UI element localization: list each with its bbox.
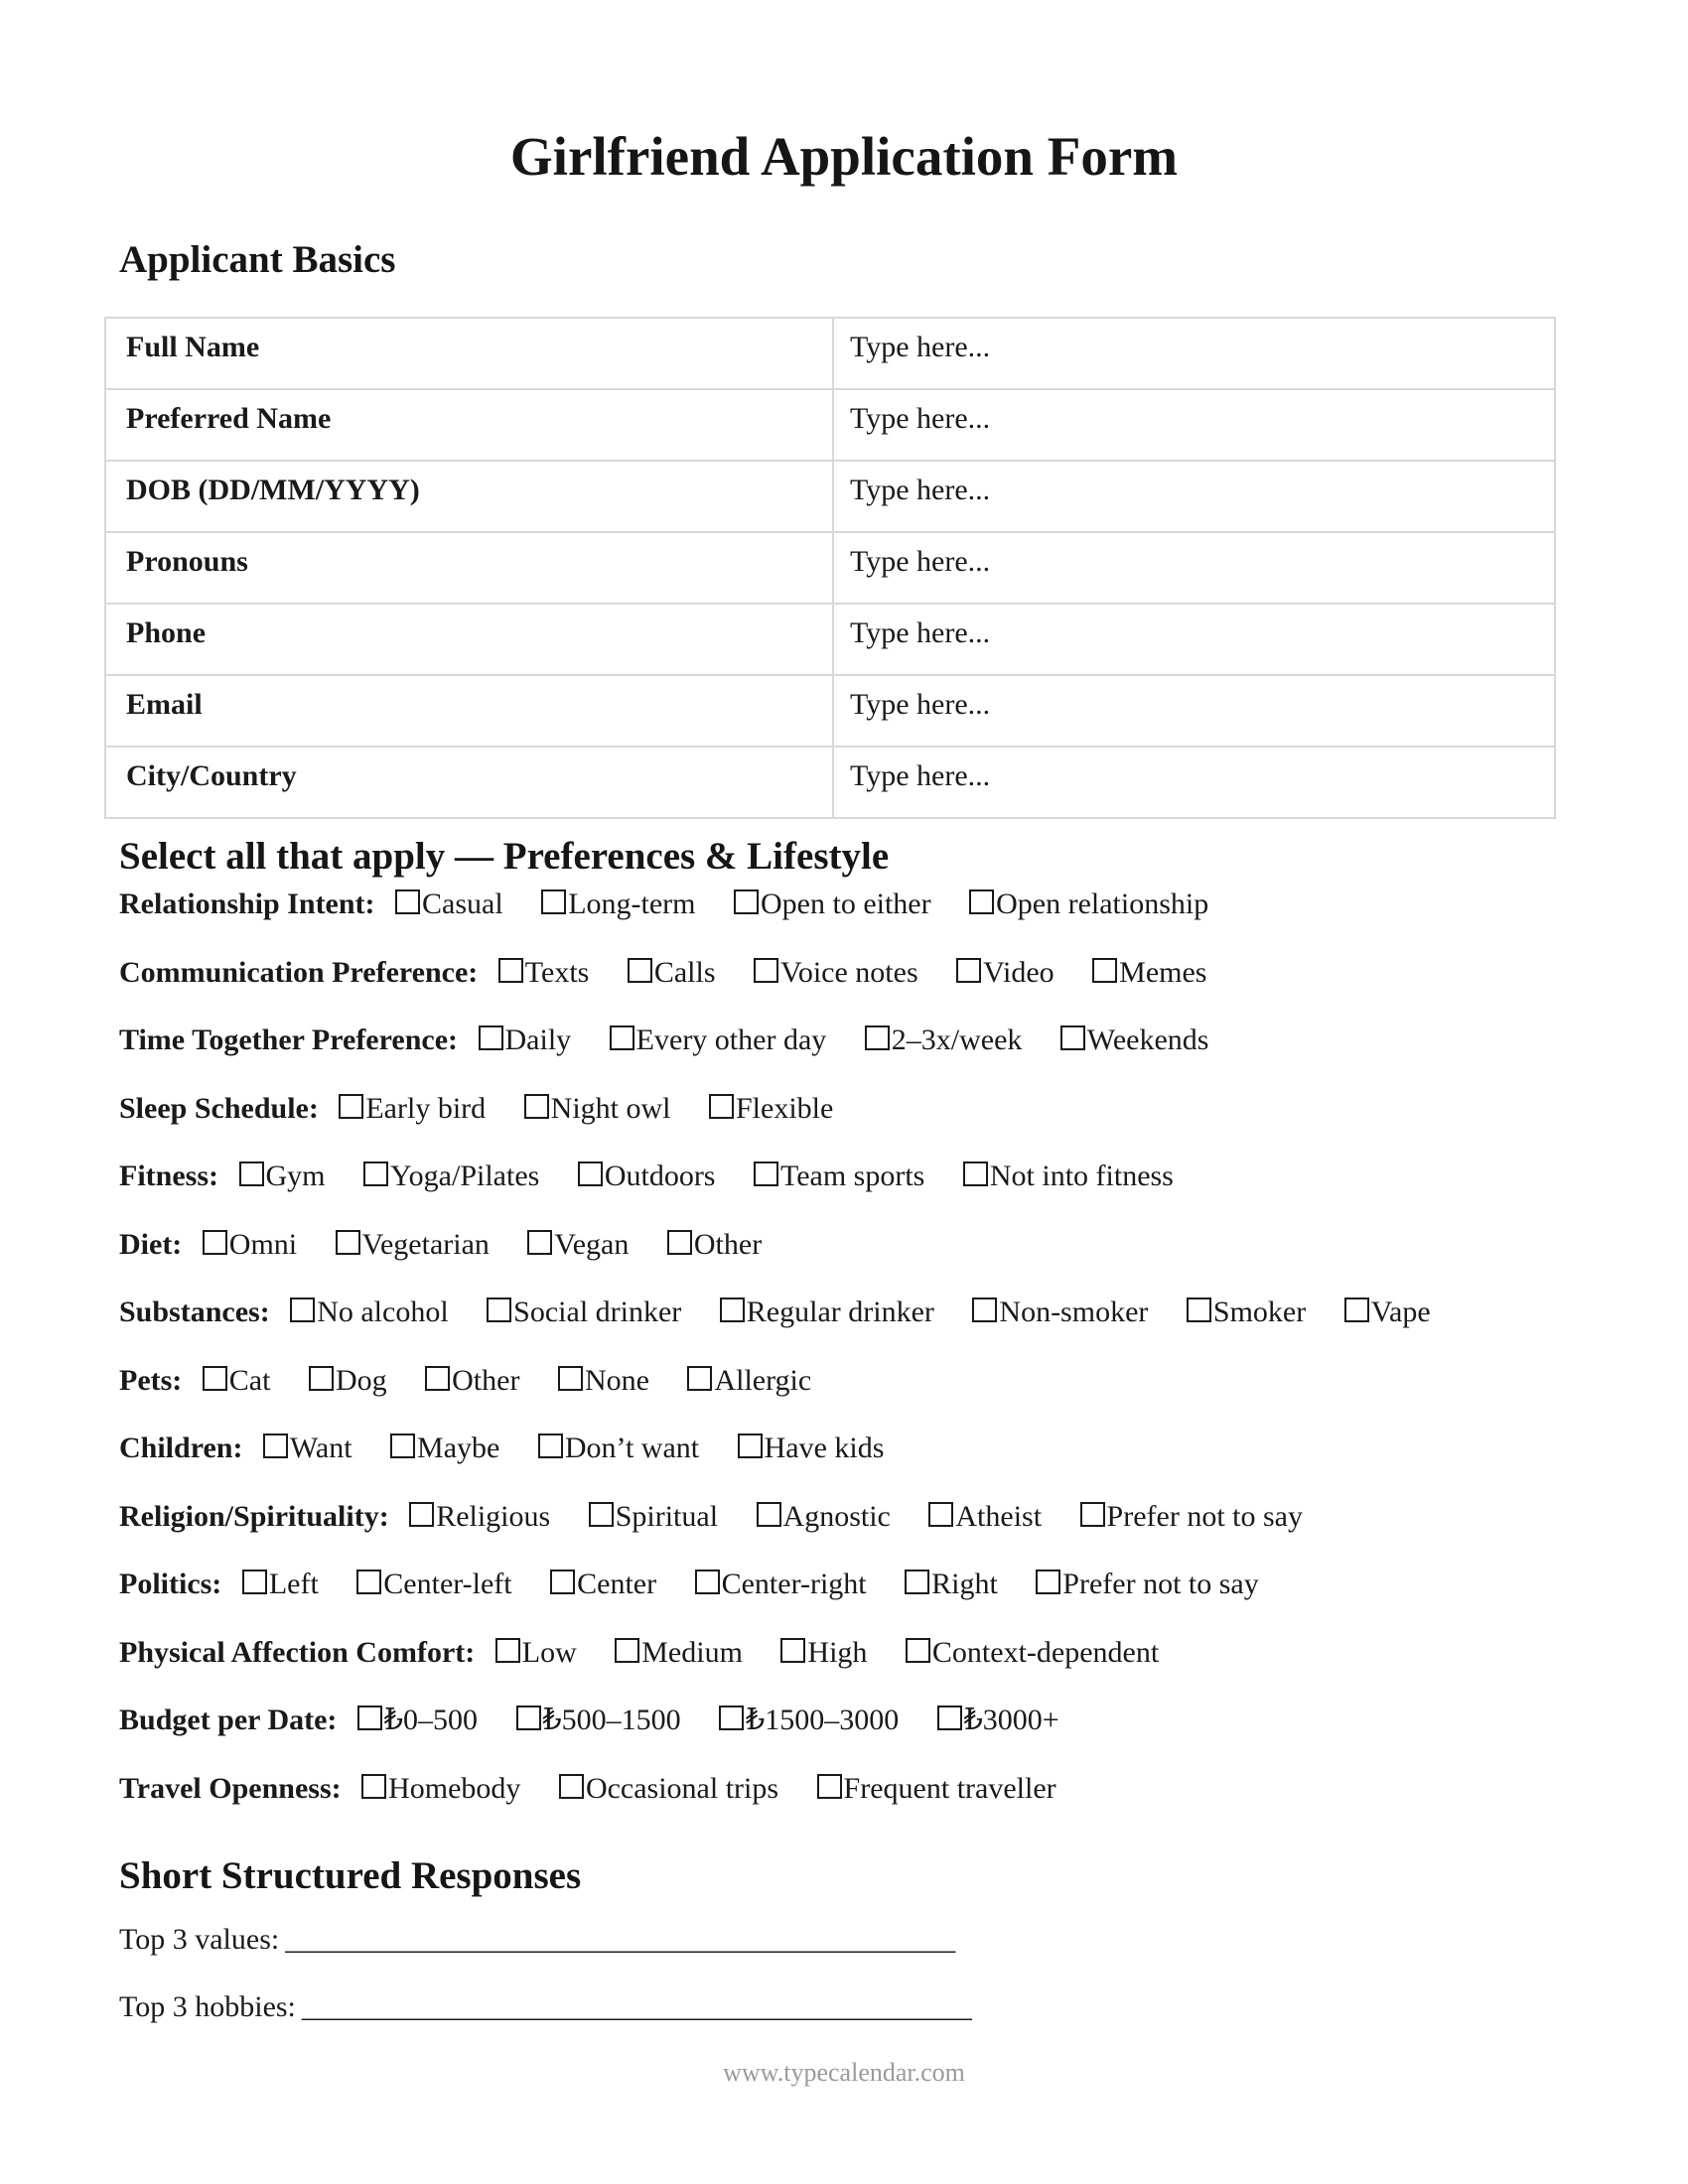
option-label: Vape [1370,1296,1431,1328]
option-label: Frequent traveller [843,1771,1056,1805]
checkbox-icon[interactable] [687,1366,712,1391]
checkbox-option [559,1771,778,1806]
field-label: Email [105,675,833,747]
checkbox-option [1060,1023,1209,1057]
checkbox-option [395,887,503,921]
checkbox-option [738,1431,885,1465]
group-label: Sleep Schedule: [119,1091,319,1125]
option-label: High [807,1635,868,1669]
checkbox-icon[interactable] [336,1230,360,1255]
option-label: Regular drinker [746,1296,934,1328]
checkbox-option [203,1227,297,1262]
checkbox-option [610,1023,827,1057]
checkbox-icon[interactable] [937,1706,962,1730]
checkbox-option [357,1703,478,1737]
checkbox-option [719,1703,899,1737]
checkbox-option [498,955,590,990]
checkbox-option [963,1159,1174,1193]
checkbox-icon[interactable] [263,1433,288,1458]
option-label: Occasional trips [585,1771,779,1805]
checkbox-option [541,887,695,921]
checkbox-group [119,1159,1569,1193]
checkbox-icon[interactable] [1036,1570,1060,1594]
group-label: Relationship Intent: [119,887,375,920]
checkbox-option [906,1635,1159,1670]
checkbox-option [263,1431,352,1465]
checkbox-option [356,1567,511,1601]
checkbox-icon[interactable] [409,1502,434,1527]
table-row [105,532,1555,604]
option-label: Smoker [1212,1296,1307,1328]
checkbox-option [479,1023,572,1057]
checkbox-option [239,1159,326,1193]
response-blank[interactable]: _____________________________________________ [301,1989,972,2023]
group-label: Substances: [119,1296,270,1328]
response-line [119,1922,1569,1958]
checkbox-icon[interactable] [239,1161,264,1186]
option-label: Center [577,1568,657,1600]
field-input[interactable]: Type here... [833,389,1555,461]
option-label: Left [268,1568,319,1600]
table-row [105,747,1555,818]
checkbox-option [203,1363,271,1398]
option-label: Want [289,1432,352,1464]
checkbox-icon[interactable] [495,1638,520,1663]
checkbox-option [709,1091,833,1126]
checkbox-icon[interactable] [1092,958,1117,983]
option-label: 2–3x/week [891,1024,1023,1056]
checkbox-icon[interactable] [754,1161,778,1186]
checkbox-option [1036,1567,1258,1601]
field-label: Preferred Name [105,389,833,461]
option-label: ₺3000+ [963,1704,1059,1736]
checkbox-icon[interactable] [487,1297,511,1322]
group-label: Pets: [119,1363,183,1397]
checkbox-option [757,1499,891,1534]
field-input[interactable]: Type here... [833,532,1555,604]
option-label: Night owl [550,1091,671,1125]
checkbox-icon[interactable] [720,1297,745,1322]
checkbox-icon[interactable] [817,1774,842,1799]
section-heading-preferences-lifestyle: Select all that apply — Preferences & Lifestyle [119,835,890,878]
checkbox-icon[interactable] [361,1774,386,1799]
checkbox-icon[interactable] [956,958,981,983]
checkbox-icon[interactable] [780,1638,805,1663]
checkbox-group [119,1091,1569,1126]
checkbox-group [119,1295,1569,1329]
table-row [105,675,1555,747]
checkbox-icon[interactable] [538,1433,563,1458]
option-label: Open relationship [996,887,1209,920]
option-label: Dog [335,1363,387,1397]
checkbox-icon[interactable] [578,1161,603,1186]
group-label: Politics: [119,1568,222,1600]
checkbox-icon[interactable] [357,1706,382,1730]
option-label: Every other day [635,1024,827,1056]
option-label: Other [452,1363,520,1397]
checkbox-option [527,1227,629,1262]
option-label: Allergic [714,1363,812,1397]
checkbox-icon[interactable] [865,1025,890,1050]
field-label: City/Country [105,747,833,818]
option-label: Vegan [554,1227,630,1261]
checkbox-icon[interactable] [1080,1502,1105,1527]
checkbox-option [695,1567,867,1601]
option-label: Maybe [417,1432,500,1464]
option-label: Yoga/Pilates [390,1160,540,1192]
option-label: No alcohol [317,1296,449,1328]
option-label: Low [521,1635,577,1669]
checkbox-icon[interactable] [203,1230,227,1255]
checkbox-option [928,1499,1042,1534]
field-input[interactable]: Type here... [833,747,1555,818]
option-label: Not into fitness [989,1160,1174,1192]
checkbox-icon[interactable] [541,889,566,914]
checkbox-group [119,955,1569,990]
section-heading-applicant-basics: Applicant Basics [119,238,396,281]
response-label: Top 3 values: [119,1922,280,1956]
checkbox-option [754,1159,924,1193]
option-label: Center-right [721,1568,867,1600]
checkbox-option [339,1091,486,1126]
checkbox-option [615,1635,743,1670]
group-label: Budget per Date: [119,1704,338,1736]
checkbox-icon[interactable] [559,1774,584,1799]
checkbox-option [425,1363,519,1398]
checkbox-option [667,1227,762,1262]
table-row [105,461,1555,532]
option-label: Open to either [761,887,931,920]
option-label: Non-smoker [999,1296,1149,1328]
checkbox-icon[interactable] [667,1230,692,1255]
response-lines [119,1922,1569,2025]
option-label: Right [931,1568,998,1600]
table-row [105,604,1555,675]
checkbox-icon[interactable] [203,1366,227,1391]
option-label: ₺1500–3000 [746,1704,900,1736]
checkbox-option [937,1703,1059,1737]
checkbox-icon[interactable] [425,1366,450,1391]
checkbox-group [119,1703,1569,1737]
group-label: Fitness: [119,1160,218,1192]
checkbox-option [336,1227,490,1262]
checkbox-option [628,955,716,990]
option-label: Video [983,955,1055,989]
table-row [105,389,1555,461]
option-label: Agnostic [782,1499,891,1533]
checkbox-icon[interactable] [928,1502,953,1527]
checkbox-icon[interactable] [905,1570,929,1594]
option-label: Texts [524,955,590,989]
checkbox-group [119,887,1569,921]
checkbox-icon[interactable] [709,1094,734,1119]
checkbox-icon[interactable] [615,1638,639,1663]
checkbox-option [524,1091,671,1126]
checkbox-icon[interactable] [1187,1297,1211,1322]
option-label: Voice notes [780,955,918,989]
checkbox-icon[interactable] [356,1570,381,1594]
checkbox-option [956,955,1055,990]
option-label: Daily [504,1024,572,1056]
checkbox-icon[interactable] [738,1433,763,1458]
option-label: Homebody [388,1771,521,1805]
option-label: Flexible [736,1091,834,1125]
section-heading-short-responses: Short Structured Responses [119,1853,582,1897]
group-label: Children: [119,1432,243,1464]
checkbox-option [687,1363,811,1398]
checkbox-option [865,1023,1023,1057]
checkbox-icon[interactable] [524,1094,549,1119]
checkbox-option [558,1363,649,1398]
checkbox-icon[interactable] [610,1025,634,1050]
option-label: ₺500–1500 [542,1704,681,1736]
checkbox-icon[interactable] [969,889,994,914]
applicant-basics-table [104,317,1556,819]
checkbox-icon[interactable] [339,1094,363,1119]
option-label: Cat [228,1363,271,1397]
checkbox-option [905,1567,998,1601]
group-label: Travel Openness: [119,1771,342,1805]
checkbox-option [720,1295,934,1329]
option-label: Long-term [568,887,696,920]
checkbox-icon[interactable] [498,958,523,983]
checkbox-icon[interactable] [309,1366,334,1391]
option-label: Prefer not to say [1062,1568,1259,1600]
checkbox-group [119,1771,1569,1806]
option-label: None [584,1363,649,1397]
checkbox-icon[interactable] [628,958,652,983]
checkbox-icon[interactable] [734,889,759,914]
group-label: Diet: [119,1227,183,1261]
option-label: Atheist [955,1499,1043,1533]
checkbox-group [119,1431,1569,1465]
checkbox-icon[interactable] [754,958,778,983]
option-label: Memes [1119,955,1207,989]
response-label: Top 3 hobbies: [119,1989,296,2023]
checkbox-groups [119,887,1569,1806]
checkbox-group [119,1023,1569,1057]
checkbox-group [119,1567,1569,1601]
checkbox-option [409,1499,550,1534]
option-label: Outdoors [604,1160,716,1192]
checkbox-icon[interactable] [395,889,420,914]
option-label: Gym [265,1160,326,1192]
field-input[interactable]: Type here... [833,318,1555,389]
option-label: Center-left [383,1568,512,1600]
option-label: Team sports [779,1160,925,1192]
checkbox-icon[interactable] [963,1161,988,1186]
checkbox-option [589,1499,718,1534]
checkbox-option [1187,1295,1306,1329]
checkbox-icon[interactable] [516,1706,541,1730]
checkbox-option [780,1635,867,1670]
checkbox-option [817,1771,1056,1806]
checkbox-option [390,1431,499,1465]
checkbox-icon[interactable] [290,1297,315,1322]
checkbox-icon[interactable] [479,1025,503,1050]
response-blank[interactable]: _____________________________________________ [285,1922,956,1956]
checkbox-option [290,1295,448,1329]
option-label: Other [693,1227,763,1261]
checkbox-icon[interactable] [550,1570,575,1594]
group-label: Religion/Spirituality: [119,1499,389,1533]
checkbox-option [516,1703,681,1737]
option-label: ₺0–500 [383,1704,479,1736]
checkbox-icon[interactable] [589,1502,614,1527]
table-row [105,318,1555,389]
group-label: Time Together Preference: [119,1024,459,1056]
checkbox-option [487,1295,681,1329]
group-label: Communication Preference: [119,955,479,989]
field-input[interactable]: Type here... [833,675,1555,747]
option-label: Weekends [1086,1024,1209,1056]
option-label: Casual [422,887,503,920]
checkbox-icon[interactable] [972,1297,997,1322]
checkbox-option [734,887,931,921]
field-input[interactable]: Type here... [833,604,1555,675]
checkbox-option [1092,955,1206,990]
checkbox-icon[interactable] [1344,1297,1369,1322]
checkbox-group [119,1363,1569,1398]
checkbox-option [972,1295,1148,1329]
checkbox-icon[interactable] [527,1230,552,1255]
checkbox-icon[interactable] [242,1570,267,1594]
group-label: Physical Affection Comfort: [119,1635,476,1669]
checkbox-option [578,1159,716,1193]
option-label: Have kids [764,1432,885,1464]
field-label: Full Name [105,318,833,389]
field-label: Pronouns [105,532,833,604]
option-label: Religious [436,1499,551,1533]
checkbox-icon[interactable] [558,1366,583,1391]
checkbox-group [119,1227,1569,1262]
page-title: Girlfriend Application Form [509,126,1179,187]
checkbox-option [363,1159,539,1193]
checkbox-icon[interactable] [390,1433,415,1458]
checkbox-icon[interactable] [695,1570,720,1594]
option-label: Early bird [365,1091,487,1125]
checkbox-icon[interactable] [757,1502,781,1527]
checkbox-option [242,1567,319,1601]
checkbox-icon[interactable] [363,1161,388,1186]
option-label: Medium [641,1635,743,1669]
checkbox-group [119,1635,1569,1670]
checkbox-option [309,1363,387,1398]
field-label: DOB (DD/MM/YYYY) [105,461,833,532]
checkbox-group [119,1499,1569,1534]
checkbox-option [754,955,918,990]
option-label: Omni [228,1227,298,1261]
checkbox-option [969,887,1208,921]
checkbox-option [550,1567,656,1601]
option-label: Prefer not to say [1106,1499,1303,1533]
footer-link[interactable]: www.typecalendar.com [723,2057,965,2087]
checkbox-icon[interactable] [1060,1025,1085,1050]
option-label: Social drinker [513,1296,682,1328]
checkbox-icon[interactable] [906,1638,930,1663]
checkbox-icon[interactable] [719,1706,744,1730]
option-label: Vegetarian [361,1227,490,1261]
option-label: Context-dependent [931,1635,1160,1669]
field-label: Phone [105,604,833,675]
option-label: Spiritual [615,1499,719,1533]
checkbox-option [1344,1295,1431,1329]
field-input[interactable]: Type here... [833,461,1555,532]
checkbox-option [495,1635,577,1670]
response-line [119,1989,1569,2025]
option-label: Calls [653,955,716,989]
checkbox-option [1080,1499,1303,1534]
option-label: Don’t want [564,1432,700,1464]
checkbox-option [538,1431,699,1465]
checkbox-option [361,1771,520,1806]
